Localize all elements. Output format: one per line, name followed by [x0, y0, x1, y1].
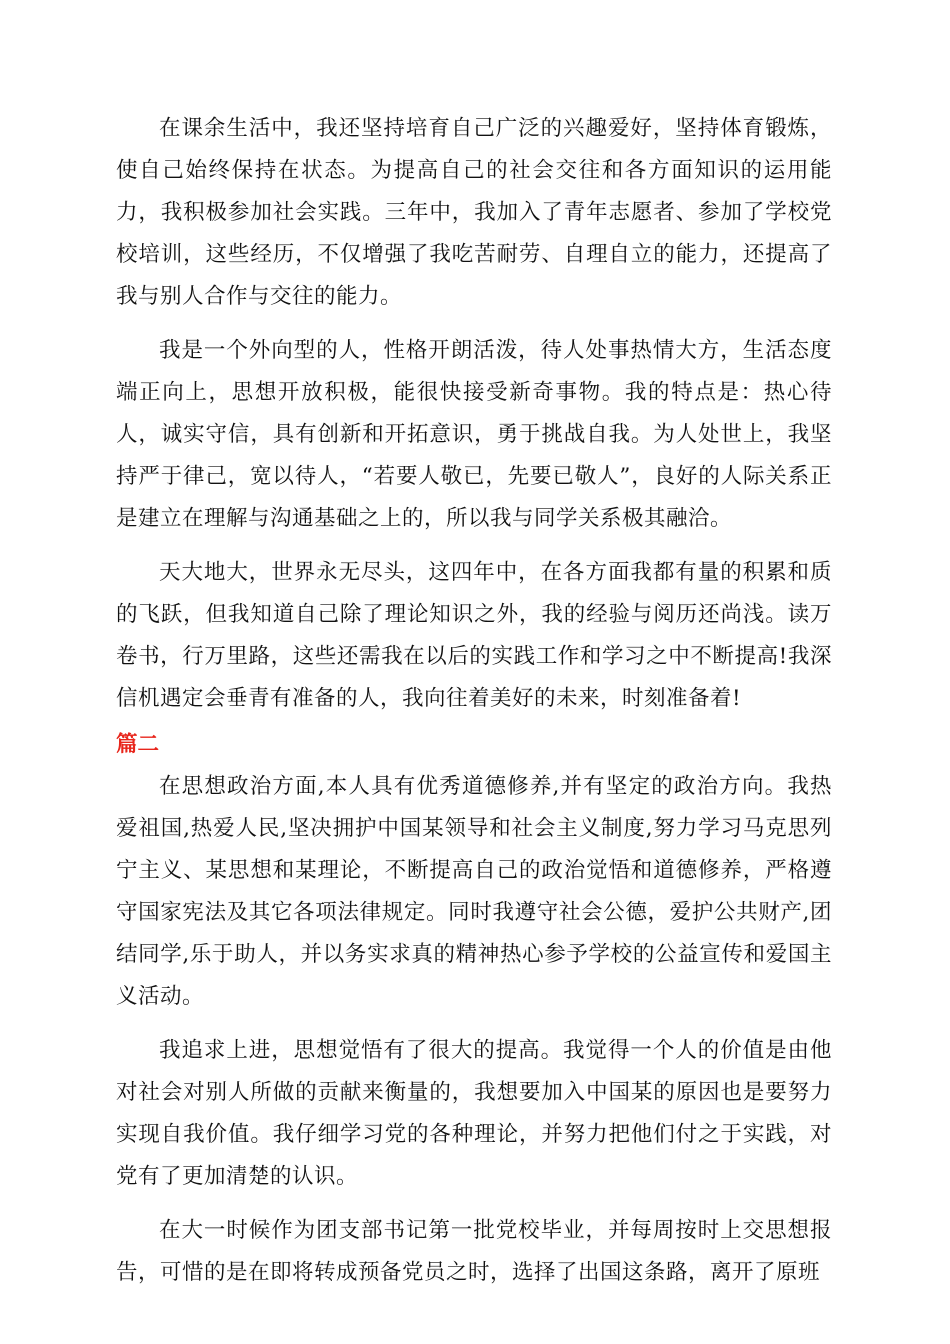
document-page	[116, 108, 832, 1294]
paragraph-personality: 我是一个外向型的人，性格开朗活泼，待人处事热情大方，生活态度端正向上，思想开放积极，能很快接受新奇事物。我的特点是：热心待人，诚实守信，具有创新和开拓意识，勇于挑战自我。为人处世上，我坚持严于律己，宽以待人，“若要人敬已，先要已敬人”，良好的人际关系正是建立在理解与沟通基础之上的，所以我与同学关系极其融洽。	[116, 338, 832, 531]
paragraph-progress: 我追求上进，思想觉悟有了很大的提高。我觉得一个人的价值是由他对社会对别人所做的贡献来衡量的，我想要加入中国某的原因也是要努力实现自我价值。我仔细学习党的各种理论，并努力把他们付之于实践，对党有了更加清楚的认识。	[116, 1038, 832, 1189]
section-heading: 篇二	[116, 732, 160, 757]
paragraph-league-secretary: 在大一时候作为团支部书记第一批党校毕业，并每周按时上交思想报告，可惜的是在即将转成预备党员之时，选择了出国这条路，离开了原班	[116, 1218, 832, 1285]
paragraph-extracurricular: 在课余生活中，我还坚持培育自己广泛的兴趣爱好，坚持体育锻炼，使自己始终保持在状态。为提高自己的社会交往和各方面知识的运用能力，我积极参加社会实践。三年中，我加入了青年志愿者、参加了学校党校培训，这些经历，不仅增强了我吃苦耐劳、自理自立的能力，还提高了我与别人合作与交往的能力。	[116, 116, 832, 309]
paragraph-outlook: 天大地大，世界永无尽头，这四年中，在各方面我都有量的积累和质的飞跃，但我知道自己除了理论知识之外，我的经验与阅历还尚浅。读万卷书，行万里路，这些还需我在以后的实践工作和学习之中不断提高!我深信机遇定会垂青有准备的人，我向往着美好的未来，时刻准备着!	[116, 560, 832, 711]
paragraph-political: 在思想政治方面,本人具有优秀道德修养,并有坚定的政治方向。我热爱祖国,热爱人民,坚决拥护中国某领导和社会主义制度,努力学习马克思列宁主义、某思想和某理论，不断提高自己的政治觉悟和道德修养，严格遵守国家宪法及其它各项法律规定。同时我遵守社会公德，爱护公共财产,团结同学,乐于助人，并以务实求真的精神热心参予学校的公益宣传和爱国主义活动。	[116, 774, 832, 1009]
